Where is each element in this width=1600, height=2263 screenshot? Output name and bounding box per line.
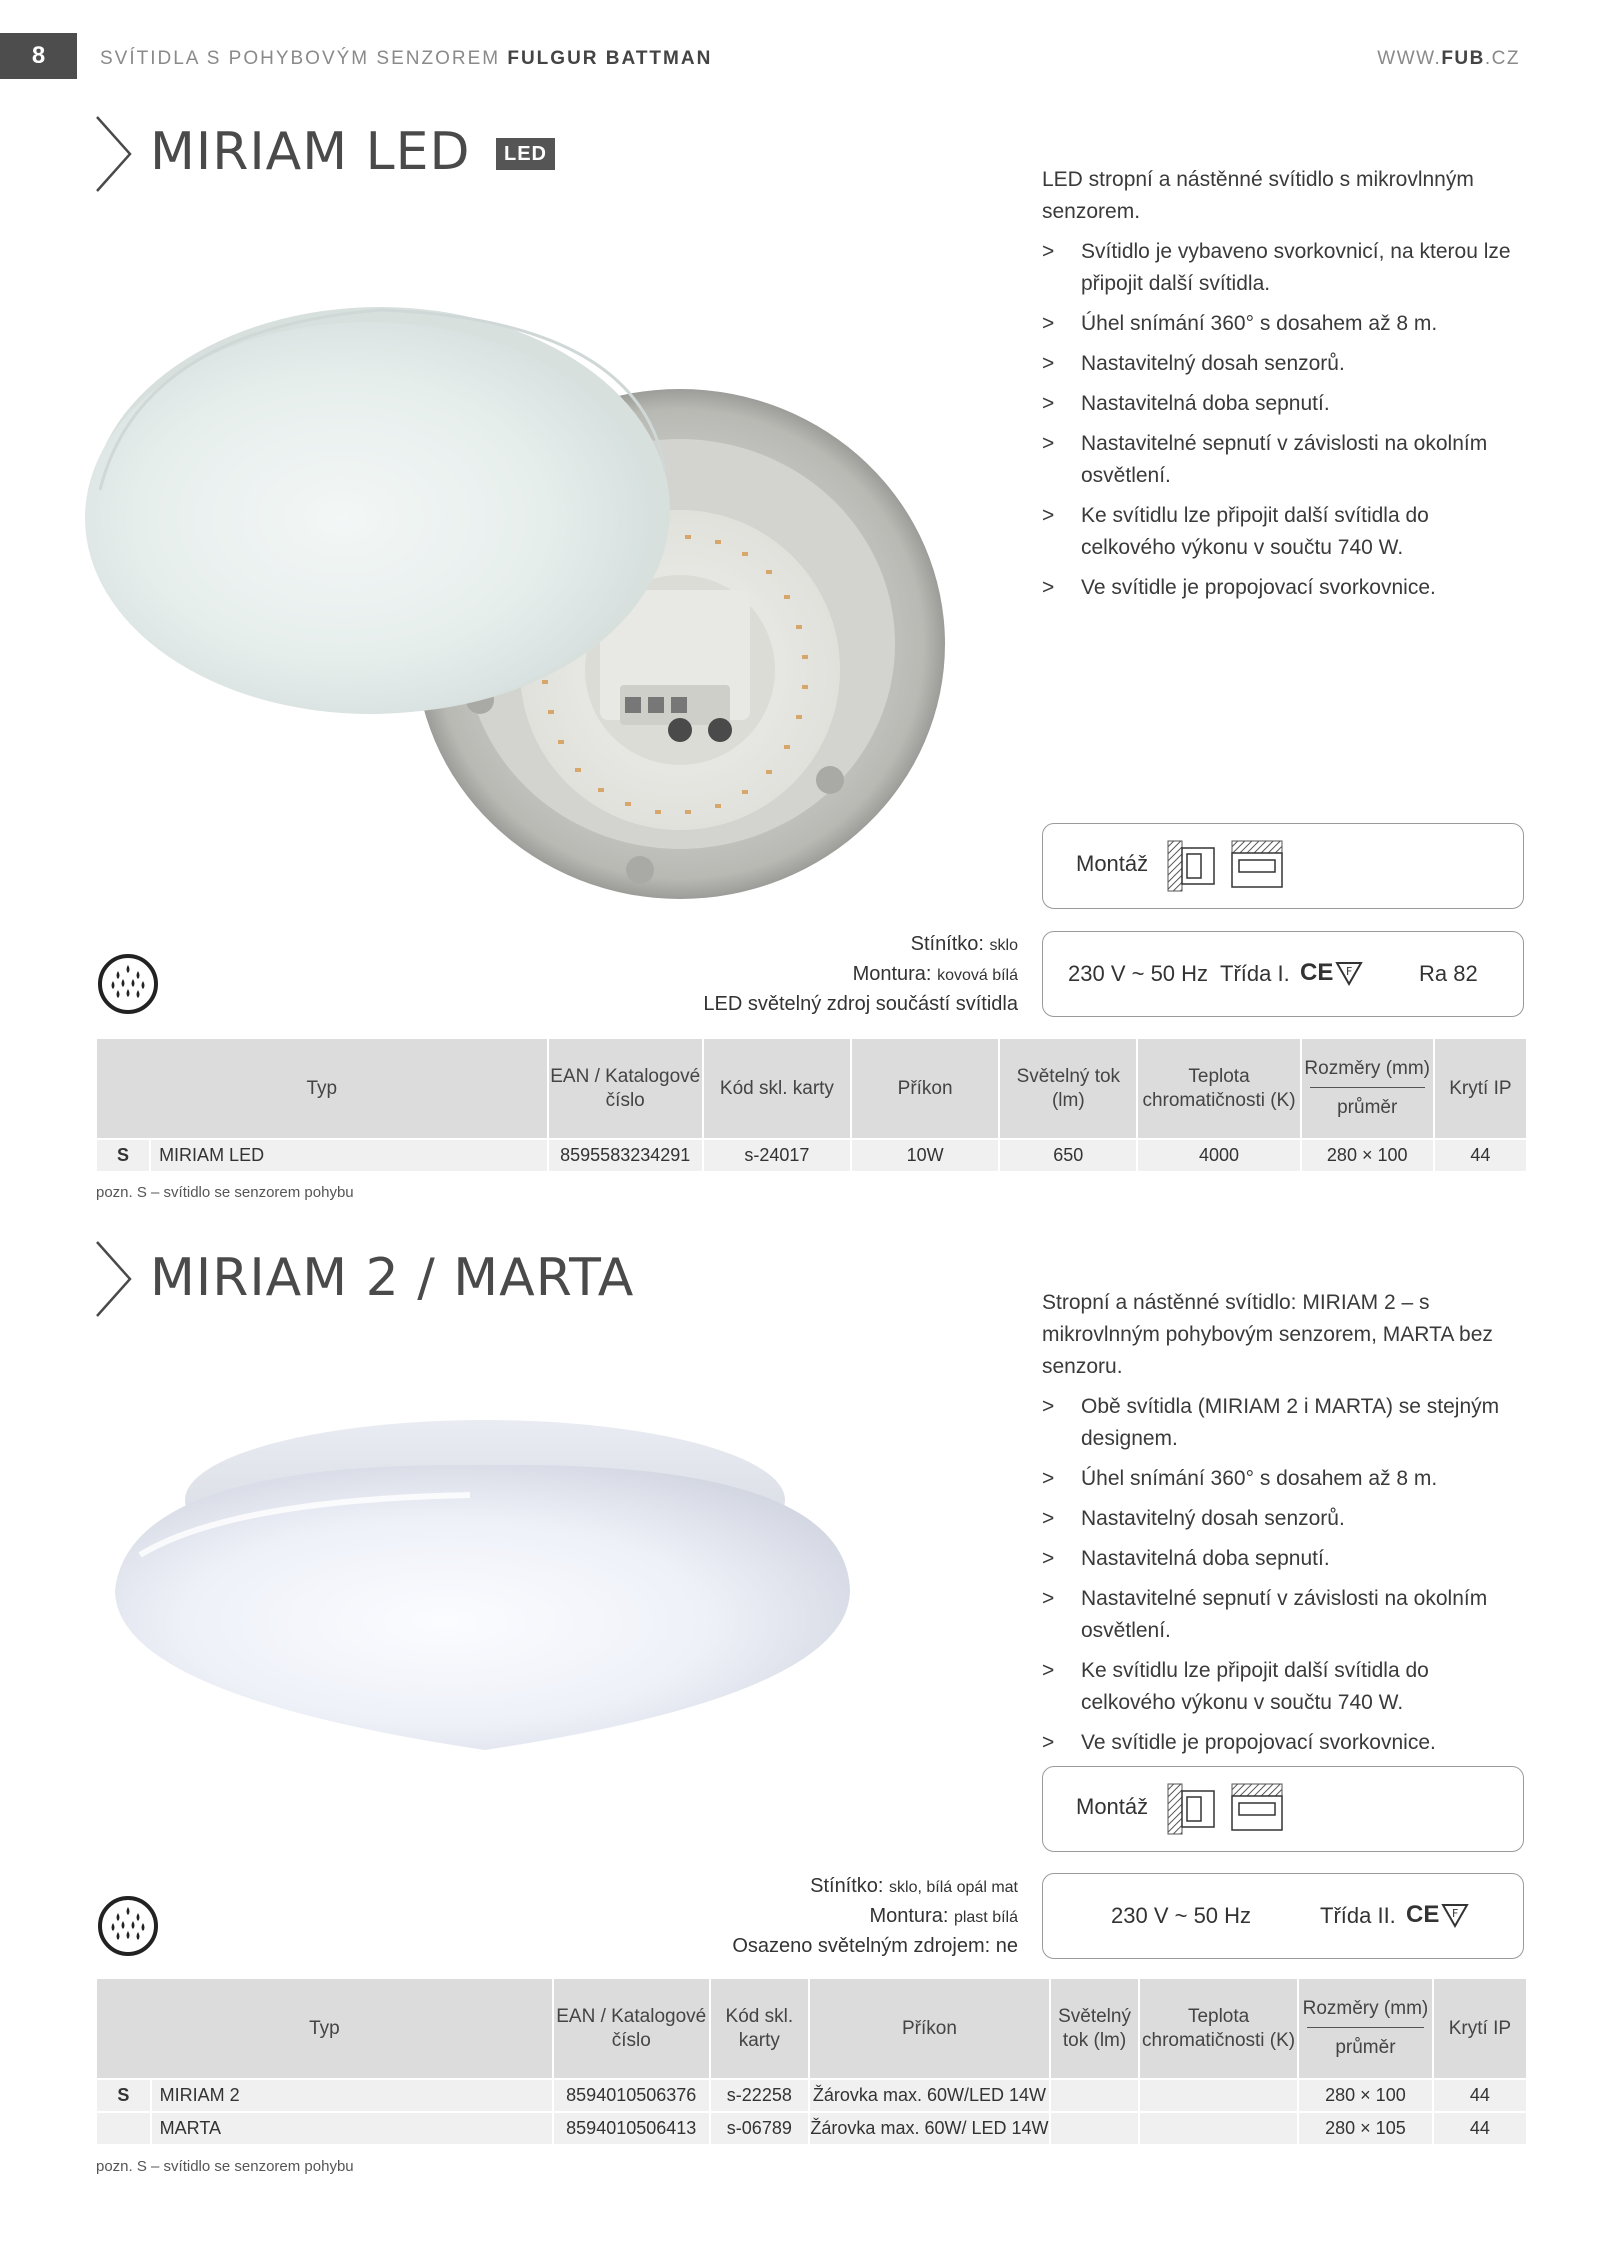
svg-text:F: F bbox=[1346, 965, 1353, 978]
list-item bbox=[1042, 1655, 1522, 1719]
cell-kod: s-22258 bbox=[711, 2078, 808, 2111]
list-item bbox=[1042, 572, 1522, 604]
product1-intro: LED stropní a nástěnné svítidlo s mikrovlnným senzorem. bbox=[1042, 168, 1474, 223]
list-item bbox=[1042, 1727, 1522, 1759]
electrical-spec-box bbox=[1042, 1873, 1524, 1959]
header-category bbox=[100, 48, 712, 70]
header-brand: FULGUR BATTMAN bbox=[507, 48, 713, 69]
bullet-marker: > bbox=[1042, 576, 1055, 599]
protection-class: Třída II. bbox=[1320, 1903, 1396, 1928]
product1-spec-table bbox=[95, 1039, 1528, 1171]
product1-title: MIRIAM LED bbox=[150, 122, 471, 182]
feature-text: Ke svítidlu lze připojit další svítidla do celkového výkonu v součtu 740 W. bbox=[1081, 504, 1429, 559]
cell-ip: 44 bbox=[1434, 2111, 1526, 2144]
col-teplota: Teplota chromatičnosti (K) bbox=[1138, 1039, 1299, 1138]
cell-prikon: 10W bbox=[852, 1138, 998, 1171]
cell-typ: MIRIAM 2 bbox=[152, 2078, 552, 2111]
table-header-row bbox=[97, 1979, 1526, 2078]
bullet-marker: > bbox=[1042, 1507, 1055, 1530]
feature-text: Nastavitelný dosah senzorů. bbox=[1081, 1507, 1345, 1530]
mounting-label: Montáž bbox=[1076, 1794, 1149, 1819]
table-note: pozn. S – svítidlo se senzorem pohybu bbox=[96, 2158, 354, 2175]
header-category-text: SVÍTIDLA S POHYBOVÝM SENZOREM bbox=[100, 48, 501, 69]
feature-text: Nastavitelný dosah senzorů. bbox=[1081, 352, 1345, 375]
cell-tok: 650 bbox=[1000, 1138, 1136, 1171]
f-triangle-icon bbox=[1441, 1902, 1469, 1928]
col-tok: Světelný tok (lm) bbox=[1051, 1979, 1138, 2078]
f-triangle-icon bbox=[1335, 960, 1363, 986]
shade-label: Stínítko: bbox=[810, 1875, 884, 1897]
list-item bbox=[1042, 388, 1522, 420]
bullet-marker: > bbox=[1042, 1395, 1055, 1418]
product1-feature-list bbox=[1042, 236, 1522, 604]
list-item bbox=[1042, 1543, 1522, 1575]
table-row bbox=[97, 1138, 1526, 1171]
list-item bbox=[1042, 1391, 1522, 1455]
bullet-marker: > bbox=[1042, 1467, 1055, 1490]
mounting-box bbox=[1042, 823, 1524, 909]
shade-value: sklo, bílá opál mat bbox=[889, 1879, 1018, 1896]
wall-mount-icon bbox=[1167, 840, 1217, 892]
ce-mark-icon: CE bbox=[1300, 959, 1334, 986]
rozmery-label: Rozměry (mm) bbox=[1304, 1058, 1431, 1079]
bullet-marker: > bbox=[1042, 1659, 1055, 1682]
list-item bbox=[1042, 348, 1522, 380]
feature-text: Nastavitelná doba sepnutí. bbox=[1081, 1547, 1330, 1570]
sensor-flag: S bbox=[97, 2078, 150, 2111]
list-item bbox=[1042, 1583, 1522, 1647]
section-chevron-icon bbox=[94, 115, 134, 193]
cell-rozmery: 280 × 105 bbox=[1299, 2111, 1432, 2144]
voltage-spec: 230 V ~ 50 Hz bbox=[1111, 1903, 1252, 1928]
product2-spec-table bbox=[95, 1979, 1528, 2144]
bullet-marker: > bbox=[1042, 1731, 1055, 1754]
ip44-drops-icon bbox=[96, 952, 160, 1016]
col-ean: EAN / Katalogové číslo bbox=[549, 1039, 702, 1138]
ra-value: Ra 82 bbox=[1419, 961, 1478, 986]
cell-kod: s-24017 bbox=[704, 1138, 850, 1171]
cell-teplota bbox=[1140, 2111, 1297, 2144]
product2-intro: Stropní a nástěnné svítidlo: MIRIAM 2 – s mikrovlnným pohybovým senzorem, MARTA bez senzoru. bbox=[1042, 1291, 1493, 1378]
header-website[interactable] bbox=[1377, 48, 1520, 70]
cell-teplota: 4000 bbox=[1138, 1138, 1299, 1171]
material-info bbox=[703, 930, 1018, 1018]
feature-text: Nastavitelná doba sepnutí. bbox=[1081, 392, 1330, 415]
feature-text: Ve svítidle je propojovací svorkovnice. bbox=[1081, 1731, 1436, 1754]
sensor-flag bbox=[97, 2111, 150, 2144]
web-suffix: .CZ bbox=[1484, 48, 1520, 69]
material-info bbox=[732, 1872, 1018, 1960]
rozmery-label: Rozměry (mm) bbox=[1302, 1998, 1429, 2019]
col-kod: Kód skl. karty bbox=[711, 1979, 808, 2078]
col-kod: Kód skl. karty bbox=[704, 1039, 850, 1138]
feature-text: Svítidlo je vybaveno svorkovnicí, na kterou lze připojit další svítidla. bbox=[1081, 240, 1511, 295]
product2-title: MIRIAM 2 / MARTA bbox=[150, 1248, 635, 1308]
web-bold: FUB bbox=[1441, 48, 1485, 69]
ceiling-mount-icon bbox=[1231, 840, 1283, 890]
col-kryti: Krytí IP bbox=[1435, 1039, 1526, 1138]
cell-ean: 8594010506376 bbox=[554, 2078, 709, 2111]
col-prikon: Příkon bbox=[852, 1039, 998, 1138]
feature-text: Ve svítidle je propojovací svorkovnice. bbox=[1081, 576, 1436, 599]
section-chevron-icon bbox=[94, 1240, 134, 1318]
light-source-line: LED světelný zdroj součástí svítidla bbox=[703, 993, 1018, 1015]
col-rozmery bbox=[1302, 1039, 1433, 1138]
feature-text: Ke svítidlu lze připojit další svítidla do celkového výkonu v součtu 740 W. bbox=[1081, 1659, 1429, 1714]
mounting-label: Montáž bbox=[1076, 851, 1149, 876]
mounting-box bbox=[1042, 1766, 1524, 1852]
col-typ: Typ bbox=[97, 1979, 552, 2078]
list-item bbox=[1042, 236, 1522, 300]
col-kryti: Krytí IP bbox=[1434, 1979, 1526, 2078]
light-source-line: Osazeno světelným zdrojem: ne bbox=[732, 1935, 1018, 1957]
cell-ip: 44 bbox=[1434, 2078, 1526, 2111]
cell-tok bbox=[1051, 2078, 1138, 2111]
protection-class: Třída I. bbox=[1220, 961, 1290, 986]
col-typ: Typ bbox=[97, 1039, 547, 1138]
ceiling-mount-icon bbox=[1231, 1783, 1283, 1833]
shade-label: Stínítko: bbox=[910, 933, 984, 955]
feature-text: Úhel snímání 360° s dosahem až 8 m. bbox=[1081, 1467, 1438, 1490]
cell-typ: MARTA bbox=[152, 2111, 552, 2144]
cell-ean: 8594010506413 bbox=[554, 2111, 709, 2144]
feature-text: Úhel snímání 360° s dosahem až 8 m. bbox=[1081, 312, 1438, 335]
shade-value: sklo bbox=[989, 937, 1018, 954]
col-teplota: Teplota chromatičnosti (K) bbox=[1140, 1979, 1297, 2078]
bullet-marker: > bbox=[1042, 432, 1055, 455]
col-rozmery bbox=[1299, 1979, 1432, 2078]
web-prefix: WWW. bbox=[1377, 48, 1442, 69]
prumer-label: průměr bbox=[1310, 1087, 1425, 1120]
cell-ean: 8595583234291 bbox=[549, 1138, 702, 1171]
sensor-flag: S bbox=[97, 1138, 149, 1171]
mount-label: Montura: bbox=[852, 963, 932, 985]
bullet-marker: > bbox=[1042, 392, 1055, 415]
cell-rozmery: 280 × 100 bbox=[1302, 1138, 1433, 1171]
prumer-label: průměr bbox=[1307, 2027, 1424, 2060]
table-header-row bbox=[97, 1039, 1526, 1138]
ce-mark-icon: CE bbox=[1406, 1901, 1440, 1928]
col-prikon: Příkon bbox=[810, 1979, 1049, 2078]
cell-typ: MIRIAM LED bbox=[151, 1138, 547, 1171]
cell-teplota bbox=[1140, 2078, 1297, 2111]
list-item bbox=[1042, 500, 1522, 564]
feature-text: Nastavitelné sepnutí v závislosti na okolním osvětlení. bbox=[1081, 1587, 1488, 1642]
cell-tok bbox=[1051, 2111, 1138, 2144]
product2-description bbox=[1042, 1287, 1522, 1767]
product2-feature-list bbox=[1042, 1391, 1522, 1759]
table-note: pozn. S – svítidlo se senzorem pohybu bbox=[96, 1184, 354, 1201]
led-badge: LED bbox=[496, 138, 555, 170]
list-item bbox=[1042, 308, 1522, 340]
svg-text:F: F bbox=[1452, 1907, 1459, 1920]
feature-text: Nastavitelné sepnutí v závislosti na okolním osvětlení. bbox=[1081, 432, 1488, 487]
list-item bbox=[1042, 1503, 1522, 1535]
cell-ip: 44 bbox=[1435, 1138, 1526, 1171]
voltage-spec: 230 V ~ 50 Hz bbox=[1068, 961, 1209, 986]
miriam2-marta-product-image bbox=[110, 1405, 860, 1765]
cell-prikon: Žárovka max. 60W/ LED 14W bbox=[810, 2111, 1049, 2144]
table-row bbox=[97, 2111, 1526, 2144]
bullet-marker: > bbox=[1042, 1587, 1055, 1610]
product1-description bbox=[1042, 164, 1522, 612]
bullet-marker: > bbox=[1042, 504, 1055, 527]
list-item bbox=[1042, 1463, 1522, 1495]
col-tok: Světelný tok (lm) bbox=[1000, 1039, 1136, 1138]
wall-mount-icon bbox=[1167, 1783, 1217, 1835]
cell-kod: s-06789 bbox=[711, 2111, 808, 2144]
bullet-marker: > bbox=[1042, 240, 1055, 263]
page-number: 8 bbox=[0, 33, 77, 79]
miriam-led-product-image bbox=[80, 290, 960, 930]
mount-value: kovová bílá bbox=[937, 967, 1018, 984]
electrical-spec-box bbox=[1042, 931, 1524, 1017]
bullet-marker: > bbox=[1042, 352, 1055, 375]
col-ean: EAN / Katalogové číslo bbox=[554, 1979, 709, 2078]
list-item bbox=[1042, 428, 1522, 492]
mount-value: plast bílá bbox=[953, 1909, 1018, 1926]
ip44-drops-icon bbox=[96, 1894, 160, 1958]
cell-prikon: Žárovka max. 60W/LED 14W bbox=[810, 2078, 1049, 2111]
bullet-marker: > bbox=[1042, 312, 1055, 335]
mount-label: Montura: bbox=[869, 1905, 949, 1927]
feature-text: Obě svítidla (MIRIAM 2 i MARTA) se stejným designem. bbox=[1081, 1395, 1500, 1450]
table-row bbox=[97, 2078, 1526, 2111]
cell-rozmery: 280 × 100 bbox=[1299, 2078, 1432, 2111]
bullet-marker: > bbox=[1042, 1547, 1055, 1570]
